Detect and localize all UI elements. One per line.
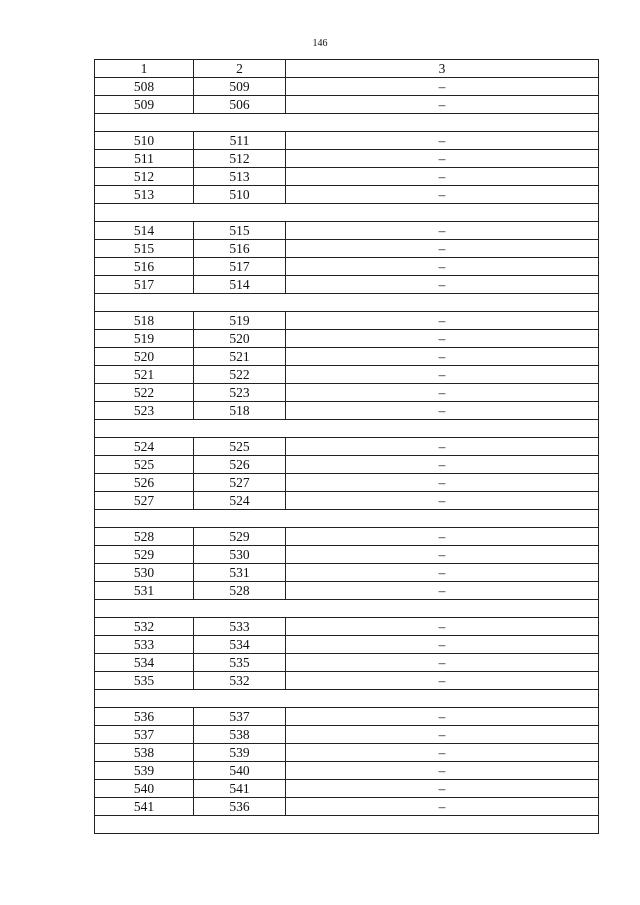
header-cell-1: 1 <box>95 60 194 78</box>
table-row <box>95 564 599 582</box>
table-cell-col-3: – <box>286 618 599 636</box>
table-cell-col-2: 515 <box>194 222 286 240</box>
table-cell-col-2: 520 <box>194 330 286 348</box>
table-cell-col-3: – <box>286 708 599 726</box>
table-cell-col-1: 526 <box>95 474 194 492</box>
table-cell-col-2: 533 <box>194 618 286 636</box>
table-cell-col-1: 537 <box>95 726 194 744</box>
group-separator-row <box>95 114 599 132</box>
table-cell-col-3: – <box>286 546 599 564</box>
table-row <box>95 582 599 600</box>
table-cell-col-3: – <box>286 582 599 600</box>
table-cell-col-1: 524 <box>95 438 194 456</box>
table-cell-col-3: – <box>286 222 599 240</box>
table-cell-col-2: 516 <box>194 240 286 258</box>
page-number: 146 <box>312 38 328 49</box>
table-cell-col-1: 521 <box>95 366 194 384</box>
group-separator-row <box>95 510 599 528</box>
table-cell-col-3: – <box>286 348 599 366</box>
table-cell-col-2: 521 <box>194 348 286 366</box>
table-cell-col-1: 540 <box>95 780 194 798</box>
table-cell-col-3: – <box>286 312 599 330</box>
table-cell-col-3: – <box>286 258 599 276</box>
table-row <box>95 528 599 546</box>
table-row <box>95 474 599 492</box>
group-separator-cell <box>95 816 599 834</box>
table-cell-col-1: 529 <box>95 546 194 564</box>
table-row <box>95 654 599 672</box>
table-cell-col-1: 534 <box>95 654 194 672</box>
group-separator-cell <box>95 600 599 618</box>
table-row <box>95 312 599 330</box>
table-row <box>95 798 599 816</box>
table-cell-col-2: 539 <box>194 744 286 762</box>
table-cell-col-3: – <box>286 402 599 420</box>
table-cell-col-3: – <box>286 780 599 798</box>
table-cell-col-3: – <box>286 150 599 168</box>
table-row <box>95 276 599 294</box>
table-cell-col-2: 528 <box>194 582 286 600</box>
table-cell-col-3: – <box>286 132 599 150</box>
group-separator-row <box>95 816 599 834</box>
table-cell-col-1: 518 <box>95 312 194 330</box>
table-row <box>95 708 599 726</box>
table-cell-col-3: – <box>286 726 599 744</box>
table-cell-col-3: – <box>286 762 599 780</box>
table-row <box>95 366 599 384</box>
table-cell-col-1: 512 <box>95 168 194 186</box>
table-cell-col-1: 535 <box>95 672 194 690</box>
table-row <box>95 132 599 150</box>
table-cell-col-2: 512 <box>194 150 286 168</box>
table-row <box>95 222 599 240</box>
table-cell-col-2: 538 <box>194 726 286 744</box>
group-separator-cell <box>95 114 599 132</box>
table-cell-col-3: – <box>286 744 599 762</box>
table-row <box>95 618 599 636</box>
group-separator-cell <box>95 420 599 438</box>
table-cell-col-2: 511 <box>194 132 286 150</box>
table-cell-col-1: 522 <box>95 384 194 402</box>
table-cell-col-3: – <box>286 168 599 186</box>
table-row <box>95 456 599 474</box>
table-cell-col-2: 526 <box>194 456 286 474</box>
table-row <box>95 240 599 258</box>
table-cell-col-3: – <box>286 276 599 294</box>
table-cell-col-2: 522 <box>194 366 286 384</box>
table-cell-col-3: – <box>286 798 599 816</box>
table-cell-col-1: 530 <box>95 564 194 582</box>
table-row <box>95 438 599 456</box>
table-row <box>95 636 599 654</box>
table-cell-col-2: 531 <box>194 564 286 582</box>
table-cell-col-3: – <box>286 456 599 474</box>
table-row <box>95 168 599 186</box>
header-row <box>95 60 599 78</box>
table-cell-col-1: 531 <box>95 582 194 600</box>
table-row <box>95 744 599 762</box>
table-cell-col-2: 532 <box>194 672 286 690</box>
table-cell-col-2: 541 <box>194 780 286 798</box>
table-cell-col-1: 508 <box>95 78 194 96</box>
table-cell-col-2: 510 <box>194 186 286 204</box>
table-cell-col-3: – <box>286 330 599 348</box>
table-cell-col-1: 533 <box>95 636 194 654</box>
table-cell-col-2: 530 <box>194 546 286 564</box>
table-cell-col-2: 518 <box>194 402 286 420</box>
header-cell-2: 2 <box>194 60 286 78</box>
group-separator-row <box>95 204 599 222</box>
table-cell-col-2: 514 <box>194 276 286 294</box>
table-cell-col-1: 539 <box>95 762 194 780</box>
table-row <box>95 78 599 96</box>
table-cell-col-2: 513 <box>194 168 286 186</box>
table-row <box>95 726 599 744</box>
table-row <box>95 330 599 348</box>
table-cell-col-2: 509 <box>194 78 286 96</box>
table-cell-col-1: 527 <box>95 492 194 510</box>
table-cell-col-3: – <box>286 474 599 492</box>
table-cell-col-1: 525 <box>95 456 194 474</box>
group-separator-row <box>95 690 599 708</box>
table-cell-col-3: – <box>286 78 599 96</box>
table-row <box>95 402 599 420</box>
table-cell-col-2: 525 <box>194 438 286 456</box>
table-cell-col-2: 540 <box>194 762 286 780</box>
table-cell-col-2: 524 <box>194 492 286 510</box>
table-cell-col-2: 527 <box>194 474 286 492</box>
table-cell-col-1: 513 <box>95 186 194 204</box>
group-separator-cell <box>95 204 599 222</box>
table-cell-col-1: 520 <box>95 348 194 366</box>
table-cell-col-3: – <box>286 654 599 672</box>
group-separator-cell <box>95 690 599 708</box>
table-row <box>95 492 599 510</box>
table-cell-col-1: 515 <box>95 240 194 258</box>
table-cell-col-1: 519 <box>95 330 194 348</box>
table-cell-col-3: – <box>286 564 599 582</box>
group-separator-row <box>95 600 599 618</box>
table-cell-col-1: 511 <box>95 150 194 168</box>
table-cell-col-2: 506 <box>194 96 286 114</box>
table-cell-col-3: – <box>286 384 599 402</box>
table-cell-col-3: – <box>286 672 599 690</box>
table-cell-col-2: 517 <box>194 258 286 276</box>
table-row <box>95 96 599 114</box>
group-separator-cell <box>95 294 599 312</box>
table-cell-col-2: 523 <box>194 384 286 402</box>
table-row <box>95 780 599 798</box>
table-cell-col-3: – <box>286 366 599 384</box>
table-cell-col-1: 536 <box>95 708 194 726</box>
table-cell-col-1: 538 <box>95 744 194 762</box>
table-cell-col-2: 529 <box>194 528 286 546</box>
table-cell-col-1: 528 <box>95 528 194 546</box>
table-cell-col-3: – <box>286 240 599 258</box>
table-cell-col-1: 523 <box>95 402 194 420</box>
table-cell-col-1: 509 <box>95 96 194 114</box>
table-body <box>95 60 599 834</box>
table-cell-col-3: – <box>286 528 599 546</box>
table-cell-col-1: 532 <box>95 618 194 636</box>
table-row <box>95 672 599 690</box>
table-row <box>95 186 599 204</box>
table-row <box>95 546 599 564</box>
table-cell-col-3: – <box>286 186 599 204</box>
table-cell-col-2: 536 <box>194 798 286 816</box>
group-separator-row <box>95 420 599 438</box>
table-cell-col-1: 541 <box>95 798 194 816</box>
table-row <box>95 258 599 276</box>
table-cell-col-1: 516 <box>95 258 194 276</box>
table-cell-col-1: 514 <box>95 222 194 240</box>
table-cell-col-3: – <box>286 492 599 510</box>
table-row <box>95 150 599 168</box>
table-cell-col-2: 535 <box>194 654 286 672</box>
table-cell-col-1: 517 <box>95 276 194 294</box>
header-cell-3: 3 <box>286 60 599 78</box>
table-cell-col-2: 537 <box>194 708 286 726</box>
table-cell-col-3: – <box>286 96 599 114</box>
table-row <box>95 348 599 366</box>
table-cell-col-1: 510 <box>95 132 194 150</box>
table-cell-col-2: 534 <box>194 636 286 654</box>
table-row <box>95 384 599 402</box>
table-cell-col-2: 519 <box>194 312 286 330</box>
group-separator-row <box>95 294 599 312</box>
table-cell-col-3: – <box>286 636 599 654</box>
data-table <box>94 59 599 834</box>
group-separator-cell <box>95 510 599 528</box>
table-cell-col-3: – <box>286 438 599 456</box>
table-row <box>95 762 599 780</box>
